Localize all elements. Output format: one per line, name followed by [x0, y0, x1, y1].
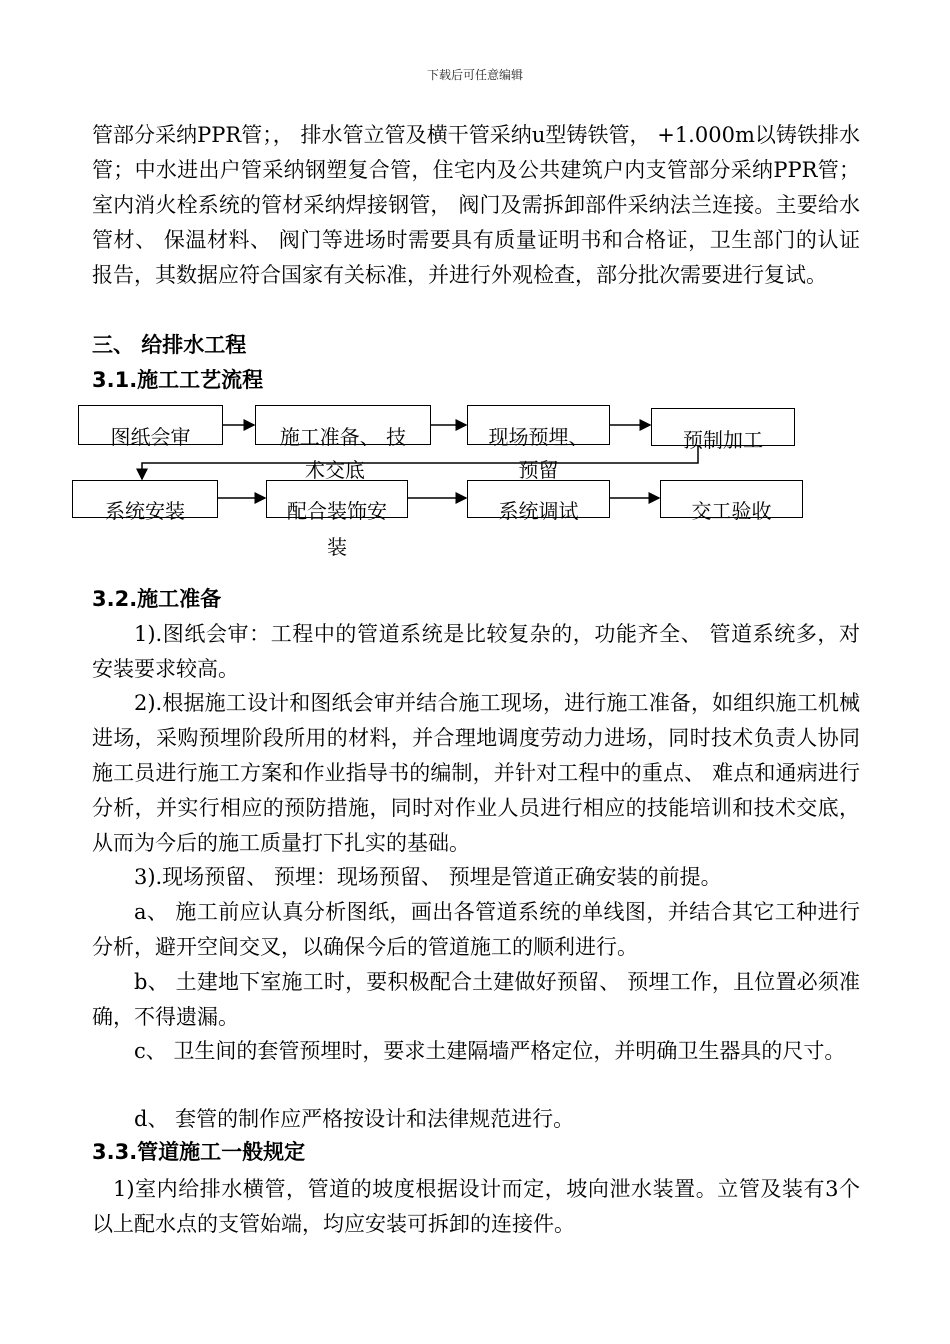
paragraph-drawing-review: 1).图纸会审：工程中的管道系统是比较复杂的，功能齐全、 管道系统多，对安装要求较高。: [92, 622, 860, 681]
intro-paragraph: 管部分采纳PPR管；， 排水管立管及横干管采纳u型铸铁管， +1.000m以铸铁排水管；中水进出户管采纳钢塑复合管，住宅内及公共建筑户内支管部分采纳PPR管；室内消火栓系统的管材采纳焊接钢管， 阀门及需拆卸部件采纳法兰连接。主要给水管材、 保温材料、 阀门等进场时需要具有质量证明书和合格证，卫生部门的认证报告，其数据应符合国家有关标准，并进行外观检查，部分批次需要进行复试。: [92, 123, 860, 287]
page-header: 下载后可任意编辑: [426, 68, 523, 82]
paragraph-item-d: d、 套管的制作应严格按设计和法律规范进行。: [134, 1107, 575, 1131]
paragraph-embedding: 3).现场预留、 预埋：现场预留、 预埋是管道正确安装的前提。: [134, 865, 722, 889]
flow-label-preparation: 施工准备、 技: [279, 425, 407, 449]
paragraph-preparation: 2).根据施工设计和图纸会审并结合施工现场，进行施工准备，如组织施工机械进场，采购预埋阶段所用的材料，并合理地调度劳动力进场，同时技术负责人协同施工员进行施工方案和作业指导书的编制，并针对工程中的重点、 难点和通病进行分析，并实行相应的预防措施，同时对作业人员进行相应的技能培训和技术交底，从而为今后的施工质量打下扎实的基础。: [92, 691, 860, 855]
flow-label-drawing-review: 图纸会审: [110, 425, 191, 449]
section-3-heading: 三、 给排水工程: [92, 333, 247, 357]
section-3-1-heading: 3.1.施工工艺流程: [92, 368, 264, 392]
flow-label-installation: 系统安装: [105, 499, 185, 523]
section-3-2-heading: 3.2.施工准备: [92, 587, 222, 611]
paragraph-item-c: c、 卫生间的套管预埋时，要求土建隔墙严格定位，并明确卫生器具的尺寸。: [134, 1039, 846, 1063]
paragraph-item-a: a、 施工前应认真分析图纸，画出各管道系统的单线图，并结合其它工种进行分析，避开空间交叉，以确保今后的管道施工的顺利进行。: [92, 900, 860, 959]
flow-label-prefabrication: 预制加工: [683, 428, 763, 452]
flow-label-embedding: 现场预埋、: [488, 425, 589, 449]
flow-label-decoration-2: 装: [327, 535, 347, 559]
paragraph-item-b: b、 土建地下室施工时，要积极配合土建做好预留、 预埋工作，且位置必须准确，不得遗漏。: [92, 970, 860, 1029]
flow-label-decoration: 配合装饰安: [287, 499, 387, 523]
flow-label-debugging: 系统调试: [498, 499, 579, 523]
section-3-3-heading: 3.3.管道施工一般规定: [92, 1140, 306, 1164]
flow-label-acceptance: 交工验收: [691, 499, 772, 523]
flow-label-embedding-2: 预留: [518, 458, 559, 482]
flow-label-preparation-2: 术交底: [305, 458, 365, 482]
paragraph-pipe-rules: 1)室内给排水横管，管道的坡度根据设计而定，坡向泄水装置。立管及装有3个以上配水点的支管始端，均应安装可拆卸的连接件。: [92, 1177, 860, 1236]
